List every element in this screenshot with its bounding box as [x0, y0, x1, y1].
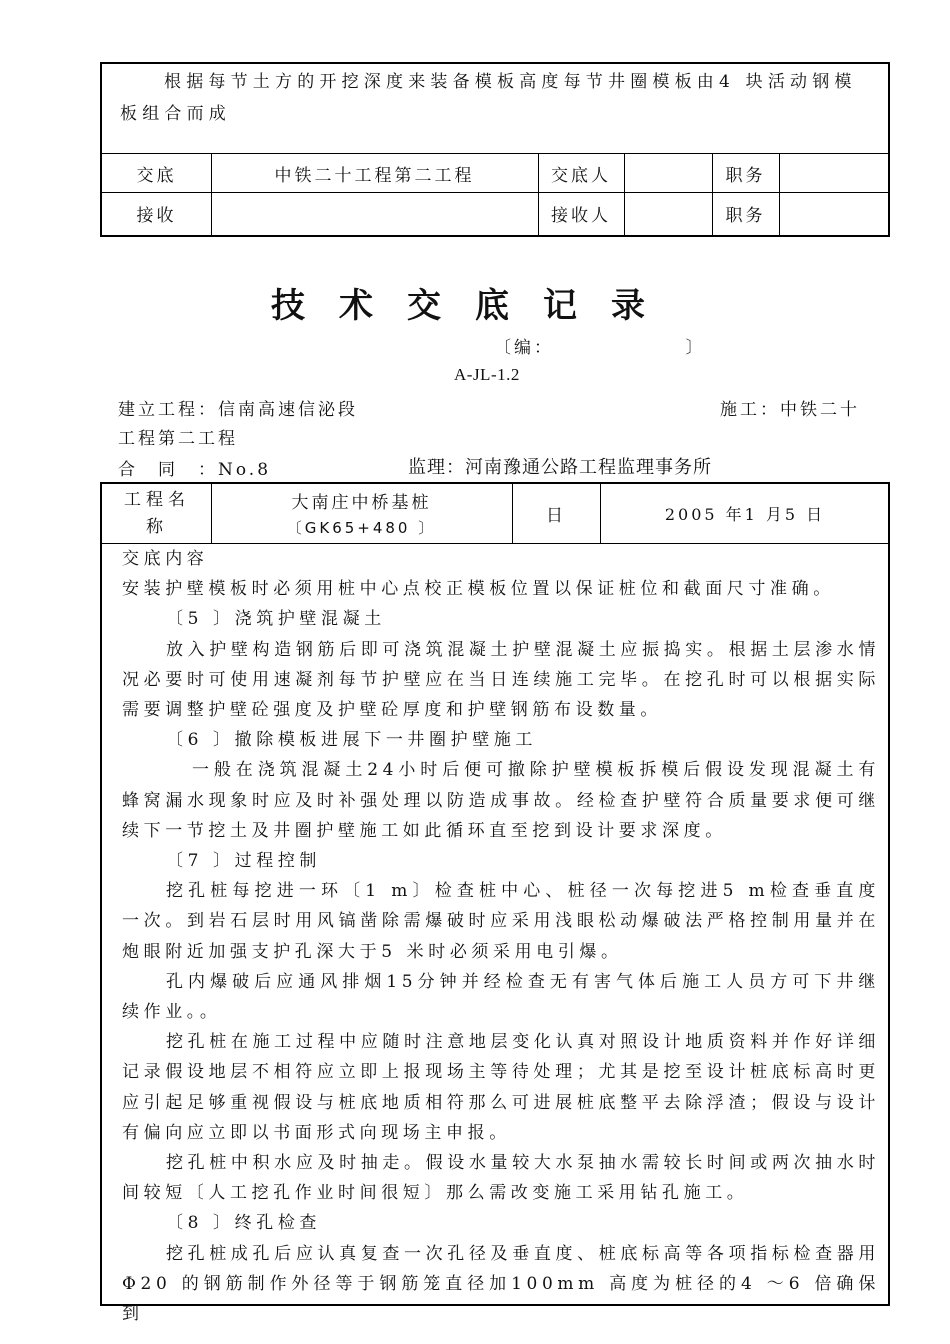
receive-post-value: [779, 192, 888, 235]
handover-unit: 中铁二十工程第二工程: [274, 165, 475, 186]
document-title: 技术交底记录: [271, 286, 679, 326]
construction-unit: 施工：中铁二十: [720, 400, 860, 420]
serial-number: 〔编： 〕: [494, 338, 706, 358]
content-paragraph: 〔8 〕终孔检查: [166, 1213, 322, 1234]
content-body: [122, 544, 880, 1329]
content-paragraph: 〔6 〕撤除模板进展下一井圈护壁施工: [166, 730, 538, 751]
receive-label: 接收: [136, 206, 177, 226]
previous-content-text: 根据每节土方的开挖深度来装备模板高度每节井圈模板由4 块活动钢模板组合而成: [120, 72, 857, 124]
date-value: 2005 年1 月5 日: [664, 505, 826, 524]
handover-label: 交底: [136, 165, 177, 186]
content-paragraph: 挖孔桩成孔后应认真复查一次孔径及垂直度、桩底标高等各项指标检查器用Φ20 的钢筋制作外径等于钢筋笼直径加100mm 高度为桩径的4 ～6 倍确保到: [122, 1243, 880, 1325]
content-paragraph: 〔7 〕过程控制: [166, 851, 322, 872]
content-heading: 交底内容: [122, 549, 209, 569]
project-name: 建立工程：信南高速信泌段: [118, 400, 358, 420]
content-paragraph: 一般在浇筑混凝土24小时后便可撤除护壁模板拆模后假设发现混凝土有蜂窝漏水现象时应及时补强处理以防造成事故。经检查护壁符合质量要求便可继续下一节挖土及井圈护壁施工如此循环直至挖到设计要求深度。: [122, 760, 880, 841]
content-paragraph: 安装护壁模板时必须用桩中心点校正模板位置以保证桩位和截面尺寸准确。: [122, 579, 835, 600]
previous-content-cell: [102, 64, 888, 154]
construction-unit-cont: 工程第二工程: [118, 429, 238, 449]
handover-person-label: 交底人: [551, 165, 611, 186]
content-paragraph: 孔内爆破后应通风排烟15分钟并经检查无有害气体后施工人员方可下井继续作业。。: [122, 971, 880, 1023]
receive-person-label: 接收人: [551, 206, 611, 226]
content-paragraph: 〔5 〕浇筑护壁混凝土: [166, 609, 386, 630]
handover-post-value: [779, 154, 888, 192]
supervision-unit: 监理：河南豫通公路工程监理事务所: [408, 457, 712, 478]
handover-post-label: 职务: [725, 165, 766, 186]
project-name-value: 大南庄中桥基桩: [291, 492, 432, 513]
content-paragraph: 放入护壁构造钢筋后即可浇筑混凝土护壁混凝土应振捣实。根据土层渗水情况必要时可使用速凝剂每节护壁应在当日连续施工完毕。在挖孔时可以根据实际需要调整护壁砼强度及护壁砼厚度和护壁钢筋布设数量。: [122, 639, 880, 721]
form-code: A-JL-1.2: [454, 365, 520, 384]
date-label: 日: [546, 506, 566, 526]
project-name-label: 工程名 称: [124, 489, 190, 537]
content-paragraphs: [122, 574, 880, 1329]
receive-unit: [211, 192, 538, 235]
content-paragraph: 挖孔桩在施工过程中应随时注意地层变化认真对照设计地质资料并作好详细记录假设地层不相符应立即上报现场主等待处理；尤其是挖至设计桩底标高时更应引起足够重视假设与桩底地质相符那么可进展桩底整平去除浮渣；假设与设计有偏向应立即以书面形式向现场主申报。: [122, 1032, 880, 1143]
previous-record-table: [100, 62, 890, 237]
handover-person-value: [624, 154, 712, 192]
project-stake-value: 〔GK65+480 〕: [286, 518, 437, 537]
content-paragraph: 挖孔桩每挖进一环〔1 m〕检查桩中心、桩径一次每挖进5 m检查垂直度一次。到岩石层时用风镐凿除需爆破时应采用浅眼松动爆破法严格控制用量并在炮眼附近加强支护孔深大于5 米时必须采用电引爆。: [122, 881, 880, 962]
record-table: [100, 482, 890, 1325]
content-paragraph: 挖孔桩中积水应及时抽走。假设水量较大水泵抽水需较长时间或两次抽水时间较短〔人工挖孔作业时间很短〕那么需改变施工采用钻孔施工。: [122, 1153, 880, 1204]
contract-number: 合 同 ：No.8: [118, 460, 272, 480]
receive-post-label: 职务: [725, 206, 766, 226]
receive-person-value: [624, 192, 712, 235]
